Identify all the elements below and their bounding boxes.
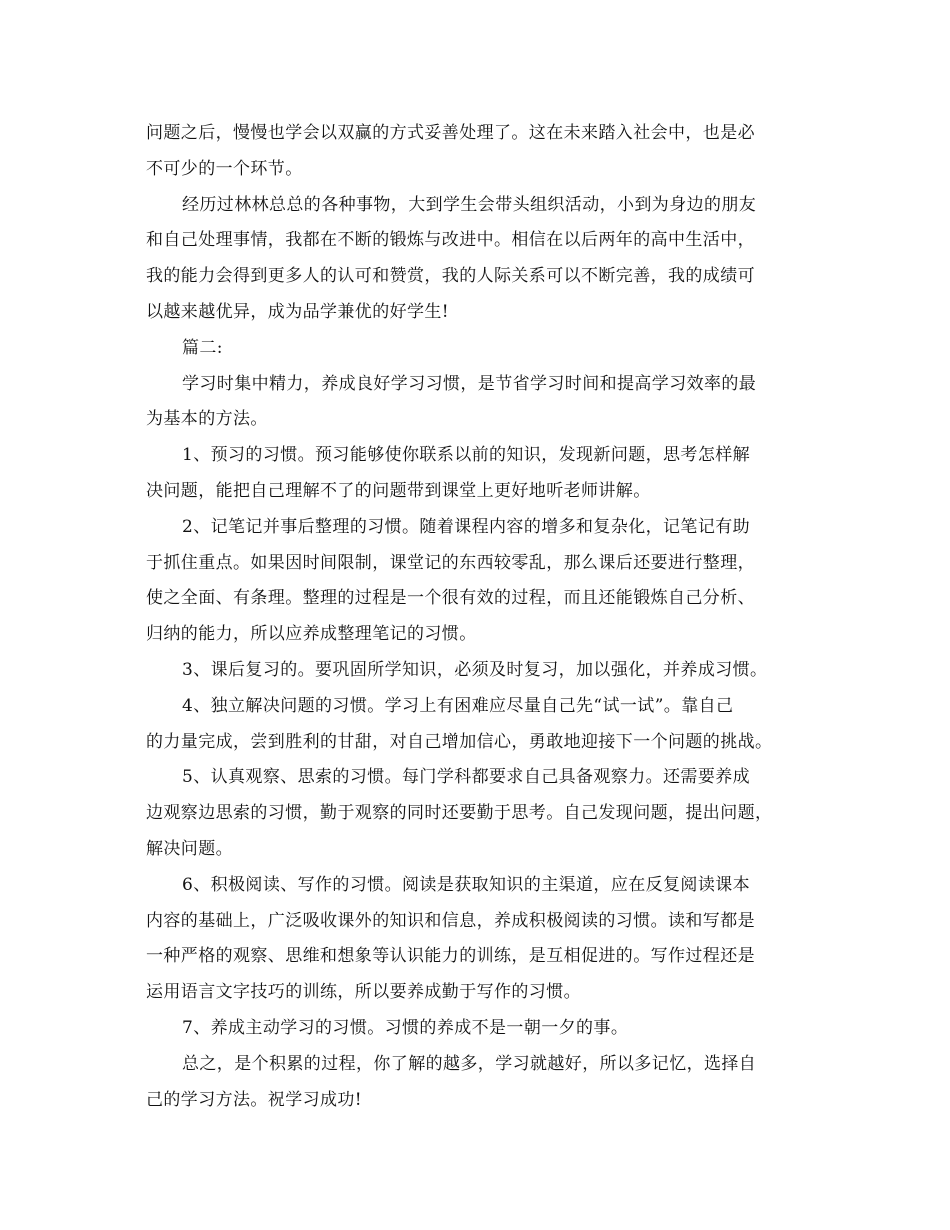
- text-line: 我的能力会得到更多人的认可和赞赏，我的人际关系可以不断完善，我的成绩可: [146, 266, 755, 287]
- document-body: [146, 116, 806, 1118]
- text-line: 为基本的方法。: [146, 409, 268, 430]
- text-line: 内容的基础上，广泛吸收课外的知识和信息，养成积极阅读的习惯。读和写都是: [146, 910, 755, 931]
- text-line: 一种严格的观察、思维和想象等认识能力的训练，是互相促进的。写作过程还是: [146, 946, 755, 967]
- text-line: 和自己处理事情，我都在不断的锻炼与改进中。相信在以后两年的高中生活中，: [146, 230, 755, 251]
- text-line: 学习时集中精力，养成良好学习习惯，是节省学习时间和提高学习效率的最: [182, 373, 757, 394]
- text-line: 1、预习的习惯。预习能够使你联系以前的知识，发现新问题，思考怎样解: [182, 445, 751, 466]
- text-line: 2、记笔记并事后整理的习惯。随着课程内容的增多和复杂化，记笔记有助: [182, 516, 751, 537]
- text-line: 决问题，能把自己理解不了的问题带到课堂上更好地听老师讲解。: [146, 480, 651, 501]
- text-line: 6、积极阅读、写作的习惯。阅读是获取知识的主渠道，应在反复阅读课本: [182, 874, 751, 895]
- text-line: 不可少的一个环节。: [146, 158, 303, 179]
- text-line: 7、养成主动学习的习惯。习惯的养成不是一朝一夕的事。: [182, 1017, 629, 1038]
- text-line: 问题之后，慢慢也学会以双赢的方式妥善处理了。这在未来踏入社会中，也是必: [146, 123, 755, 143]
- text-line: 使之全面、有条理。整理的过程是一个很有效的过程，而且还能锻炼自己分析、: [146, 588, 755, 609]
- text-line: 5、认真观察、思索的习惯。每门学科都要求自己具备观察力。还需要养成: [182, 767, 751, 788]
- text-line: 以越来越优异，成为品学兼优的好学生!: [146, 301, 450, 322]
- text-line: 3、课后复习的。要巩固所学知识，必须及时复习，加以强化，并养成习惯。: [182, 659, 768, 680]
- text-line: 边观察边思索的习惯，勤于观察的同时还要勤于思考。自己发现问题，提出问题，: [146, 803, 773, 824]
- text-line: 归纳的能力，所以应养成整理笔记的习惯。: [146, 624, 477, 645]
- text-line: 经历过林林总总的各种事物，大到学生会带头组织活动，小到为身边的朋友: [182, 194, 757, 215]
- text-line: 4、独立解决问题的习惯。学习上有困难应尽量自己先“试一试”。靠自己: [182, 695, 734, 716]
- text-line: 于抓住重点。如果因时间限制，课堂记的东西较零乱，那么课后还要进行整理，: [146, 552, 755, 573]
- text-line: 运用语言文字技巧的训练，所以要养成勤于写作的习惯。: [146, 982, 581, 1003]
- text-line: 总之，是个积累的过程，你了解的越多，学习就越好，所以多记忆，选择自: [182, 1053, 757, 1074]
- text-line: 篇二:: [182, 337, 223, 358]
- text-line: 解决问题。: [146, 838, 233, 859]
- text-line: 己的学习方法。祝学习成功!: [146, 1089, 363, 1110]
- text-line: 的力量完成，尝到胜利的甘甜，对自己增加信心，勇敢地迎接下一个问题的挑战。: [146, 731, 773, 752]
